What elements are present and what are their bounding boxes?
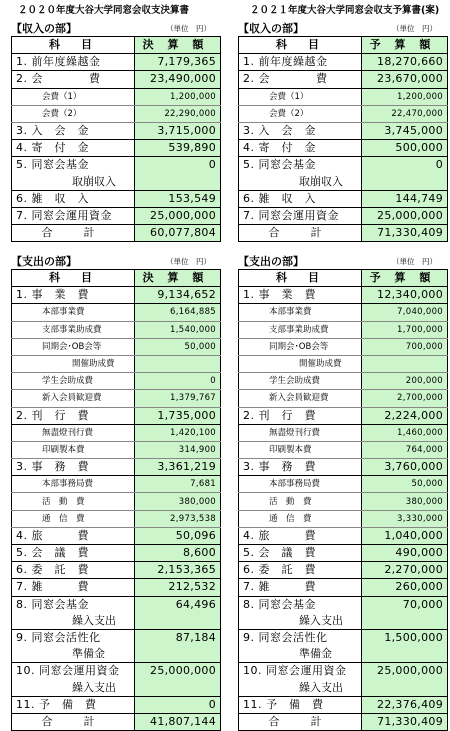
item-amount: 12,340,000: [362, 287, 448, 304]
item-amount: 7,040,000: [362, 304, 448, 321]
item-name: 会費（1）: [12, 88, 135, 105]
item-amount: [362, 355, 448, 372]
settlement-title: ２０２０年度大谷大学同窓会収支決算書: [18, 5, 190, 16]
table-row: [239, 140, 448, 157]
item-amount: 25,000,000: [362, 207, 448, 224]
item-amount: 22,376,409: [362, 696, 448, 713]
table-row: [239, 562, 448, 579]
table-row: [12, 493, 221, 510]
table-row: [239, 493, 448, 510]
item-name: 取崩収入: [239, 174, 362, 191]
income-section-label-left: 【収入の部】: [11, 22, 77, 35]
item-name: 4. 寄 付 金: [12, 140, 135, 157]
table-row: [239, 71, 448, 88]
table-row: [239, 646, 448, 663]
item-name: 7. 雑 費: [239, 579, 362, 596]
table-row: [239, 579, 448, 596]
income-settlement-table: [11, 36, 221, 242]
table-row: [239, 122, 448, 139]
table-row: [239, 441, 448, 458]
item-amount: [135, 613, 221, 630]
unit-label-income-left: （単位 円）: [166, 24, 211, 33]
item-name: 4. 旅 費: [239, 527, 362, 544]
item-amount: 3,361,219: [135, 459, 221, 476]
item-name: 合 計: [239, 225, 362, 242]
table-row: [12, 338, 221, 355]
item-name: 7. 雑 費: [12, 579, 135, 596]
item-name: 会費（2）: [239, 105, 362, 122]
item-name: 学生会助成費: [12, 373, 135, 390]
item-name: 本部事務局費: [239, 476, 362, 493]
item-amount: 153,549: [135, 190, 221, 207]
item-amount: 3,330,000: [362, 510, 448, 527]
item-amount: 41,807,144: [135, 713, 221, 730]
item-amount: 3,760,000: [362, 459, 448, 476]
item-amount: [135, 646, 221, 663]
item-name: 2. 刊 行 費: [12, 407, 135, 424]
item-name: 本部事業費: [239, 304, 362, 321]
unit-label-expense-left: （単位 円）: [166, 257, 211, 266]
expense-settlement-table: [11, 269, 221, 731]
header-item-name: 科 目: [12, 37, 135, 54]
income-section-label-right: 【収入の部】: [238, 22, 304, 35]
item-name: 2. 刊 行 費: [239, 407, 362, 424]
item-amount: 200,000: [362, 373, 448, 390]
item-name: 9. 同窓会活性化: [12, 629, 135, 646]
income-budget-table: [238, 36, 448, 242]
item-amount: [362, 613, 448, 630]
table-row: [12, 424, 221, 441]
item-amount: 6,164,885: [135, 304, 221, 321]
item-amount: 314,900: [135, 441, 221, 458]
table-row: [239, 54, 448, 71]
table-row: [12, 441, 221, 458]
item-name: 会費（1）: [239, 88, 362, 105]
expense-budget-table: [238, 269, 448, 731]
table-row: [239, 629, 448, 646]
item-amount: 1,700,000: [362, 321, 448, 338]
item-amount: 1,200,000: [135, 88, 221, 105]
item-name: 準備金: [12, 646, 135, 663]
header-amount: 予 算 額: [362, 270, 448, 287]
item-amount: 2,224,000: [362, 407, 448, 424]
table-row: [239, 424, 448, 441]
table-row: [239, 174, 448, 191]
table-row: [239, 545, 448, 562]
table-row: [12, 476, 221, 493]
table-row: [12, 54, 221, 71]
item-amount: 3,715,000: [135, 122, 221, 139]
item-name: 5. 会 議 費: [12, 545, 135, 562]
item-amount: 18,270,660: [362, 54, 448, 71]
item-amount: 1,735,000: [135, 407, 221, 424]
table-row: [12, 207, 221, 224]
item-name: 6. 委 託 費: [239, 562, 362, 579]
item-name: 本部事務局費: [12, 476, 135, 493]
table-row: [239, 527, 448, 544]
item-name: 繰入支出: [239, 680, 362, 697]
item-name: 3. 事 務 費: [12, 459, 135, 476]
item-name: 無盡燈刊行費: [12, 424, 135, 441]
table-row: [239, 338, 448, 355]
item-amount: 25,000,000: [362, 663, 448, 680]
header-item-name: 科 目: [12, 270, 135, 287]
item-amount: 380,000: [135, 493, 221, 510]
item-amount: [362, 680, 448, 697]
table-row: [239, 355, 448, 372]
item-amount: 71,330,409: [362, 225, 448, 242]
item-amount: 2,973,538: [135, 510, 221, 527]
table-row: [239, 287, 448, 304]
item-name: 9. 同窓会活性化: [239, 629, 362, 646]
table-row: [239, 105, 448, 122]
item-amount: 9,134,652: [135, 287, 221, 304]
item-name: 繰入支出: [12, 613, 135, 630]
item-name: 3. 入 会 金: [12, 122, 135, 139]
item-amount: 87,184: [135, 629, 221, 646]
item-name: 準備金: [239, 646, 362, 663]
table-row: [12, 321, 221, 338]
item-amount: 50,000: [362, 476, 448, 493]
expense-section-label-right: 【支出の部】: [238, 255, 304, 268]
item-name: 本部事業費: [12, 304, 135, 321]
unit-label-income-right: （単位 円）: [392, 24, 437, 33]
item-name: 繰入支出: [239, 613, 362, 630]
item-amount: 1,200,000: [362, 88, 448, 105]
item-amount: 1,420,100: [135, 424, 221, 441]
table-header-row: [12, 270, 221, 287]
item-name: 5. 同窓会基金: [239, 157, 362, 174]
item-name: 6. 雑 収 入: [12, 190, 135, 207]
table-row: [239, 88, 448, 105]
table-row: [12, 355, 221, 372]
item-amount: 0: [135, 696, 221, 713]
item-name: 8. 同窓会基金: [12, 596, 135, 613]
item-amount: 71,330,409: [362, 713, 448, 730]
table-row: [12, 140, 221, 157]
item-name: 11. 予 備 費: [239, 696, 362, 713]
item-name: 7. 同窓会運用資金: [239, 207, 362, 224]
item-name: 10. 同窓会運用資金: [239, 663, 362, 680]
item-name: 8. 同窓会基金: [239, 596, 362, 613]
item-name: 取崩収入: [12, 174, 135, 191]
item-amount: 1,040,000: [362, 527, 448, 544]
item-name: 合 計: [239, 713, 362, 730]
item-amount: [362, 174, 448, 191]
header-item-name: 科 目: [239, 37, 362, 54]
item-amount: 764,000: [362, 441, 448, 458]
table-row: [12, 663, 221, 680]
total-row: [239, 225, 448, 242]
item-name: 1. 前年度繰越金: [239, 54, 362, 71]
item-amount: 1,500,000: [362, 629, 448, 646]
item-name: 2. 会 費: [239, 71, 362, 88]
table-row: [239, 407, 448, 424]
table-row: [12, 596, 221, 613]
item-name: 3. 入 会 金: [239, 122, 362, 139]
table-row: [239, 304, 448, 321]
table-row: [12, 190, 221, 207]
item-amount: 700,000: [362, 338, 448, 355]
item-amount: 212,532: [135, 579, 221, 596]
unit-label-expense-right: （単位 円）: [392, 257, 437, 266]
item-amount: 7,681: [135, 476, 221, 493]
item-amount: 539,890: [135, 140, 221, 157]
table-row: [12, 304, 221, 321]
item-amount: 50,096: [135, 527, 221, 544]
item-name: 同期会･OB会等: [12, 338, 135, 355]
header-amount: 決 算 額: [135, 270, 221, 287]
item-amount: 7,179,365: [135, 54, 221, 71]
table-row: [12, 527, 221, 544]
item-amount: [135, 174, 221, 191]
table-row: [12, 562, 221, 579]
table-row: [239, 207, 448, 224]
item-amount: 64,496: [135, 596, 221, 613]
table-row: [12, 71, 221, 88]
item-amount: 144,749: [362, 190, 448, 207]
item-amount: 22,290,000: [135, 105, 221, 122]
item-name: 10. 同窓会運用資金: [12, 663, 135, 680]
total-row: [239, 713, 448, 730]
item-amount: 500,000: [362, 140, 448, 157]
table-row: [12, 105, 221, 122]
table-row: [12, 680, 221, 697]
item-name: 支部事業助成費: [239, 321, 362, 338]
item-amount: 1,379,767: [135, 390, 221, 407]
item-name: 11. 予 備 費: [12, 696, 135, 713]
table-row: [12, 157, 221, 174]
item-amount: 490,000: [362, 545, 448, 562]
table-row: [239, 663, 448, 680]
table-row: [12, 88, 221, 105]
table-row: [239, 390, 448, 407]
item-amount: 2,153,365: [135, 562, 221, 579]
total-row: [12, 713, 221, 730]
header-amount: 予 算 額: [362, 37, 448, 54]
table-row: [12, 174, 221, 191]
item-name: 4. 旅 費: [12, 527, 135, 544]
item-name: 繰入支出: [12, 680, 135, 697]
table-row: [239, 476, 448, 493]
table-row: [239, 157, 448, 174]
table-row: [12, 646, 221, 663]
item-name: 1. 事 業 費: [12, 287, 135, 304]
item-amount: 1,540,000: [135, 321, 221, 338]
table-row: [12, 373, 221, 390]
table-row: [239, 596, 448, 613]
item-name: 通 信 費: [12, 510, 135, 527]
item-amount: 0: [135, 157, 221, 174]
item-name: 開催助成費: [239, 355, 362, 372]
item-name: 印刷製本費: [12, 441, 135, 458]
table-row: [12, 510, 221, 527]
item-name: 7. 同窓会運用資金: [12, 207, 135, 224]
item-amount: 8,600: [135, 545, 221, 562]
item-name: 無盡燈刊行費: [239, 424, 362, 441]
table-row: [239, 373, 448, 390]
budget-title: ２０２１年度大谷大学同窓会収支予算書(案): [250, 5, 440, 16]
item-name: 活 動 費: [239, 493, 362, 510]
item-name: 新入会員歓迎費: [12, 390, 135, 407]
item-amount: 2,700,000: [362, 390, 448, 407]
table-row: [12, 613, 221, 630]
table-row: [12, 629, 221, 646]
item-amount: 2,270,000: [362, 562, 448, 579]
item-name: 5. 会 議 費: [239, 545, 362, 562]
table-row: [239, 613, 448, 630]
item-name: 2. 会 費: [12, 71, 135, 88]
item-name: 印刷製本費: [239, 441, 362, 458]
table-row: [239, 459, 448, 476]
item-name: 学生会助成費: [239, 373, 362, 390]
item-name: 6. 委 託 費: [12, 562, 135, 579]
table-row: [12, 579, 221, 596]
item-amount: 1,460,000: [362, 424, 448, 441]
item-name: 活 動 費: [12, 493, 135, 510]
item-amount: 50,000: [135, 338, 221, 355]
item-amount: [135, 355, 221, 372]
table-row: [239, 510, 448, 527]
table-row: [239, 321, 448, 338]
item-amount: 23,670,000: [362, 71, 448, 88]
item-name: 3. 事 務 費: [239, 459, 362, 476]
table-header-row: [239, 270, 448, 287]
table-row: [12, 545, 221, 562]
item-name: 5. 同窓会基金: [12, 157, 135, 174]
table-header-row: [12, 37, 221, 54]
item-name: 合 計: [12, 713, 135, 730]
item-name: 1. 事 業 費: [239, 287, 362, 304]
item-name: 新入会員歓迎費: [239, 390, 362, 407]
item-name: 合 計: [12, 225, 135, 242]
item-name: 会費（2）: [12, 105, 135, 122]
item-amount: 70,000: [362, 596, 448, 613]
item-name: 支部事業助成費: [12, 321, 135, 338]
table-row: [239, 190, 448, 207]
total-row: [12, 225, 221, 242]
item-amount: [135, 680, 221, 697]
table-row: [12, 390, 221, 407]
item-amount: 380,000: [362, 493, 448, 510]
item-amount: 3,745,000: [362, 122, 448, 139]
expense-section-label-left: 【支出の部】: [11, 255, 77, 268]
table-row: [12, 407, 221, 424]
item-name: 開催助成費: [12, 355, 135, 372]
item-name: 通 信 費: [239, 510, 362, 527]
table-row: [239, 696, 448, 713]
table-header-row: [239, 37, 448, 54]
table-row: [12, 696, 221, 713]
item-name: 6. 雑 収 入: [239, 190, 362, 207]
header-amount: 決 算 額: [135, 37, 221, 54]
table-row: [239, 680, 448, 697]
item-name: 4. 寄 付 金: [239, 140, 362, 157]
item-amount: 25,000,000: [135, 663, 221, 680]
item-name: 1. 前年度繰越金: [12, 54, 135, 71]
item-amount: 0: [135, 373, 221, 390]
item-amount: 260,000: [362, 579, 448, 596]
item-amount: [362, 646, 448, 663]
item-name: 同期会･OB会等: [239, 338, 362, 355]
item-amount: 25,000,000: [135, 207, 221, 224]
item-amount: 0: [362, 157, 448, 174]
table-row: [12, 287, 221, 304]
item-amount: 22,470,000: [362, 105, 448, 122]
item-amount: 60,077,804: [135, 225, 221, 242]
table-row: [12, 122, 221, 139]
item-amount: 23,490,000: [135, 71, 221, 88]
header-item-name: 科 目: [239, 270, 362, 287]
table-row: [12, 459, 221, 476]
